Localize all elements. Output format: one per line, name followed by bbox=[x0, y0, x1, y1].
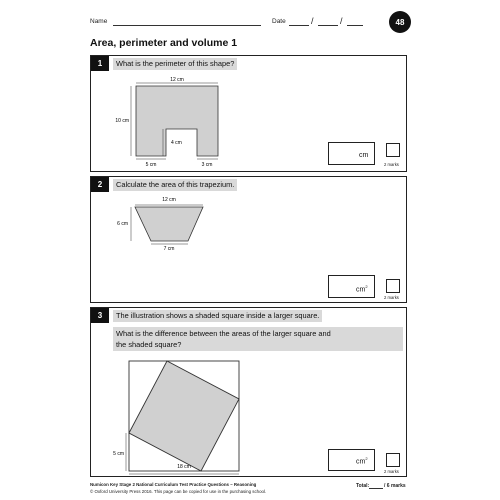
date-separator: / bbox=[311, 16, 314, 26]
label-top: 12 cm bbox=[170, 77, 184, 83]
total-marks: / 6 marks bbox=[384, 483, 406, 489]
label-bottom: 7 cm bbox=[163, 246, 175, 252]
name-label: Name bbox=[90, 18, 108, 25]
question-3-panel bbox=[90, 307, 407, 477]
date-month-field[interactable] bbox=[318, 25, 338, 26]
marks-box[interactable] bbox=[386, 143, 400, 157]
date-label: Date bbox=[272, 18, 286, 25]
question-subprompt: What is the difference between the areas of the larger square and the shaded square? bbox=[113, 327, 403, 351]
question-number: 3 bbox=[91, 308, 109, 323]
date-separator: / bbox=[340, 16, 343, 26]
question-prompt: Calculate the area of this trapezium. bbox=[113, 179, 237, 191]
marks-label: 2 marks bbox=[384, 469, 399, 474]
label-bottom-left: 5 cm bbox=[145, 162, 157, 168]
footer-series: Numicon Key Stage 2 National Curriculum Test Practice Questions – Reasoning bbox=[90, 482, 257, 487]
question-1-panel bbox=[90, 55, 407, 172]
question-2-panel bbox=[90, 176, 407, 303]
answer-unit: cm bbox=[359, 152, 369, 159]
question-prompt: The illustration shows a shaded square inside a larger square. bbox=[113, 310, 322, 322]
total-field[interactable] bbox=[369, 488, 383, 489]
label-height: 6 cm bbox=[117, 221, 128, 227]
marks-box[interactable] bbox=[386, 279, 400, 293]
date-year-field[interactable] bbox=[347, 25, 363, 26]
page-title: Area, perimeter and volume 1 bbox=[90, 37, 238, 49]
question-number: 1 bbox=[91, 56, 109, 71]
marks-box[interactable] bbox=[386, 453, 400, 467]
page-number-badge: 48 bbox=[389, 11, 411, 33]
footer-copyright: © Oxford University Press 2016. This page can be copied for use in the purchasing school. bbox=[90, 489, 267, 494]
label-left: 10 cm bbox=[115, 118, 129, 124]
label-bottom: 18 cm bbox=[177, 464, 191, 470]
label-top: 12 cm bbox=[162, 197, 176, 203]
marks-label: 2 marks bbox=[384, 162, 399, 167]
question-prompt: What is the perimeter of this shape? bbox=[113, 58, 237, 70]
marks-label: 2 marks bbox=[384, 295, 399, 300]
label-bottom-right: 3 cm bbox=[201, 162, 213, 168]
label-left: 5 cm bbox=[113, 451, 124, 457]
label-notch: 4 cm bbox=[171, 140, 182, 146]
question-number: 2 bbox=[91, 177, 109, 192]
answer-unit: $cm^2$ bbox=[356, 284, 368, 294]
date-day-field[interactable] bbox=[289, 25, 309, 26]
name-field[interactable] bbox=[113, 25, 261, 26]
total-label: Total: bbox=[356, 483, 370, 489]
answer-unit: $cm^2$ bbox=[356, 456, 368, 466]
